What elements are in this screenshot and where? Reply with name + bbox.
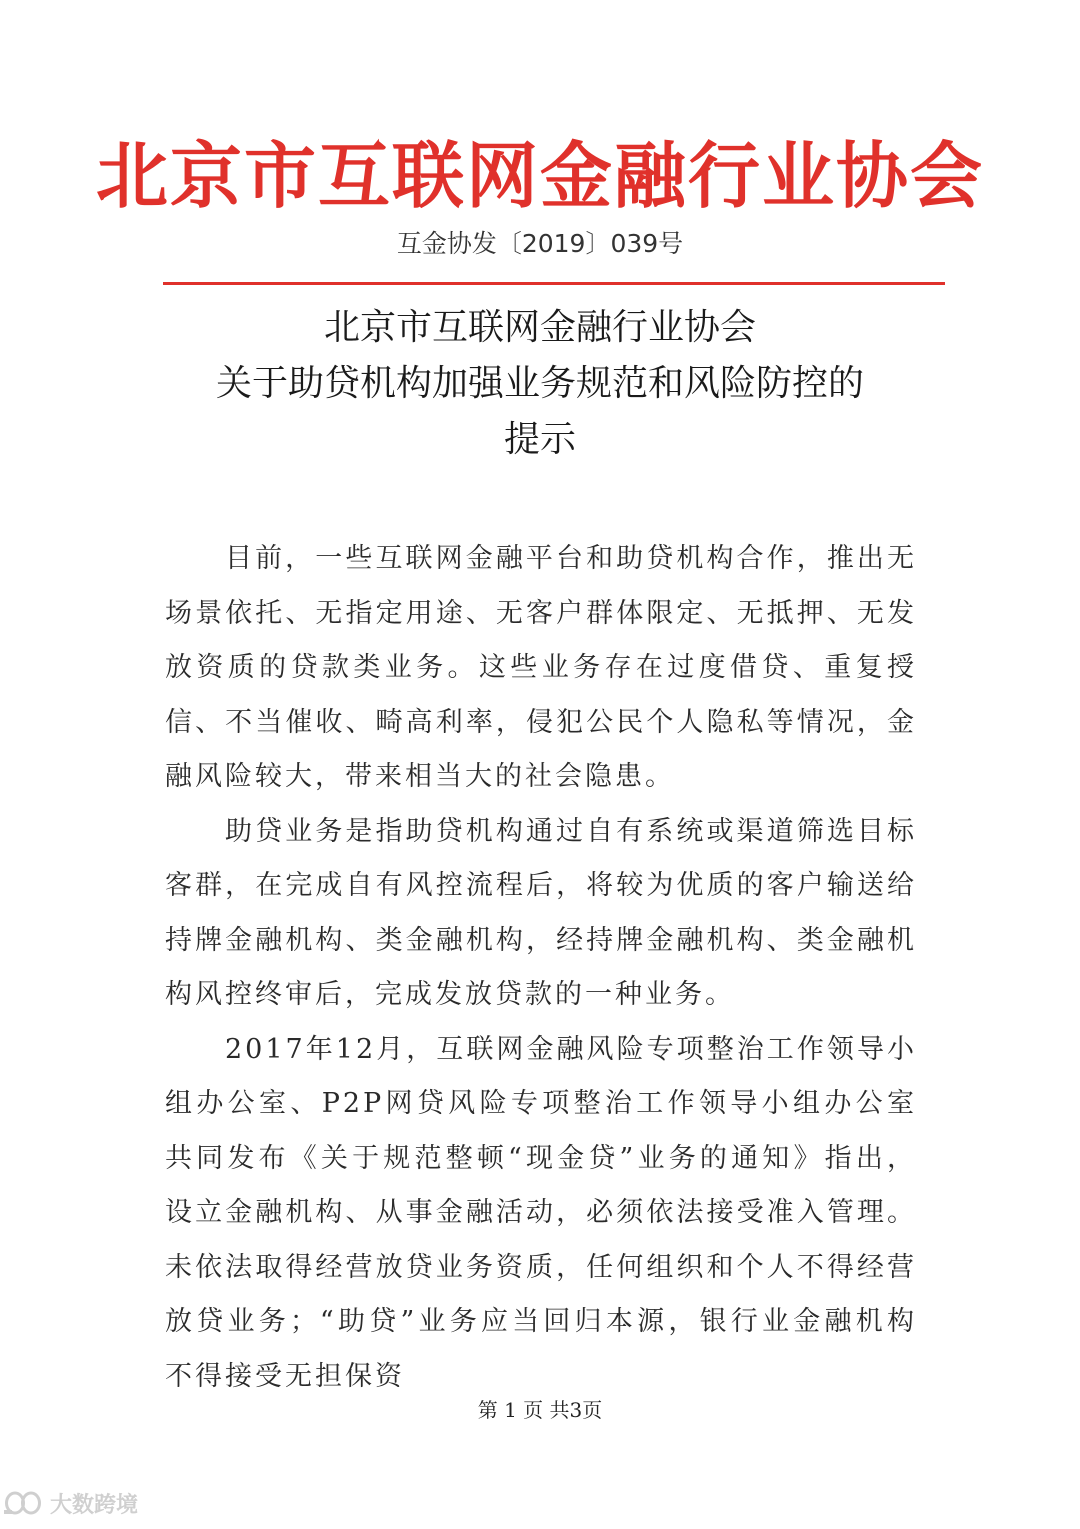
document-title: [0, 300, 1080, 468]
body-paragraph-1: 目前，一些互联网金融平台和助贷机构合作，推出无场景依托、无指定用途、无客户群体限定、无抵押、无发放资质的贷款类业务。这些业务存在过度借贷、重复授信、不当催收、畸高利率，侵犯公民个人隐私等情况，金融风险较大，带来相当大的社会隐患。: [165, 543, 917, 792]
watermark-text: 大数跨境: [50, 1492, 139, 1518]
title-line-2: 关于助贷机构加强业务规范和风险防控的: [215, 363, 864, 404]
letterhead-divider: [163, 282, 945, 285]
logo-mark-icon: [4, 1490, 44, 1516]
body-paragraph-2: 助贷业务是指助贷机构通过自有系统或渠道筛选目标客群，在完成自有风控流程后，将较为优质的客户输送给持牌金融机构、类金融机构，经持牌金融机构、类金融机构风控终审后，完成发放贷款的一种业务。: [165, 815, 917, 1010]
watermark: [4, 1486, 138, 1520]
body-paragraph-3: 2017年12月，互联网金融风险专项整治工作领导小组办公室、P2P网贷风险专项整治工作领导小组办公室共同发布《关于规范整顿“现金贷”业务的通知》指出，设立金融机构、从事金融活动，必须依法接受准入管理。未依法取得经营放贷业务资质，任何组织和个人不得经营放贷业务；“助贷”业务应当回归本源，银行业金融机构不得接受无担保资: [165, 1033, 917, 1392]
page-number-footer: 第 1 页 共3页: [477, 1398, 603, 1422]
title-line-3: 提示: [503, 419, 576, 460]
document-body: [165, 532, 917, 1404]
title-line-1: 北京市互联网金融行业协会: [323, 307, 756, 348]
org-letterhead-title: 北京市互联网金融行业协会: [95, 134, 984, 218]
document-number: 互金协发〔2019〕039号: [396, 229, 684, 258]
